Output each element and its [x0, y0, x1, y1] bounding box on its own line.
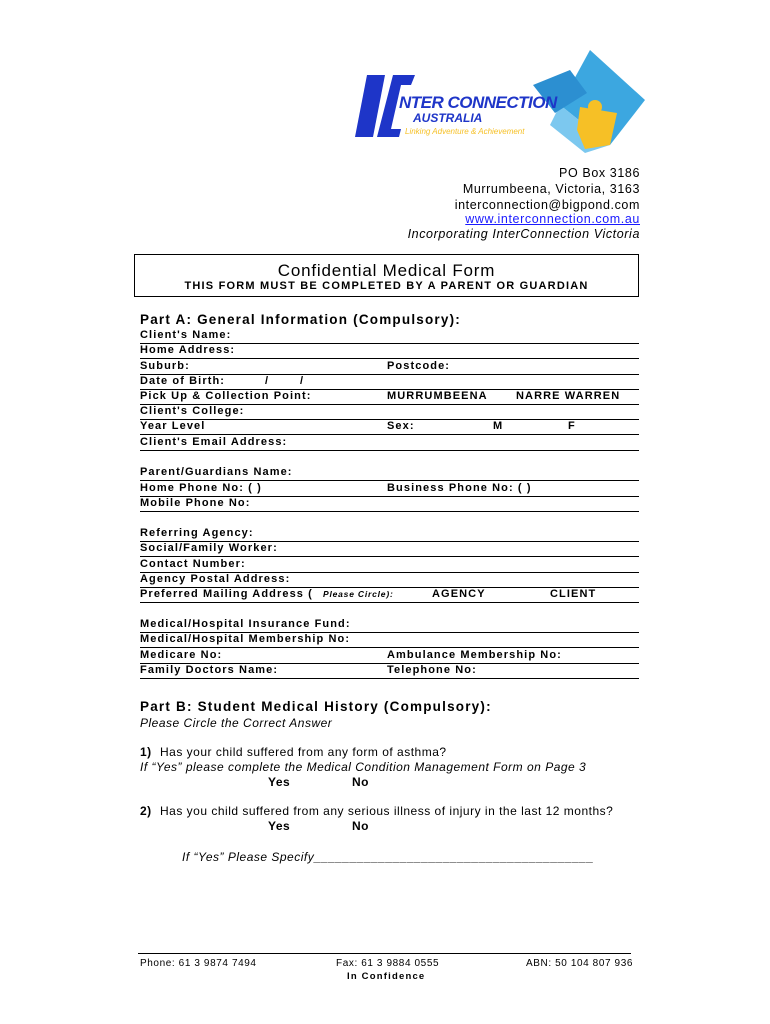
- footer-fax: Fax: 61 3 9884 0555: [336, 958, 440, 969]
- medicare-label: Medicare No:: [140, 649, 223, 661]
- pickup-option-murrumbeena[interactable]: MURRUMBEENA: [387, 390, 488, 402]
- q2-no-option[interactable]: No: [352, 819, 369, 833]
- doctor-label: Family Doctors Name:: [140, 664, 279, 676]
- po-box: PO Box 3186: [559, 166, 640, 180]
- part-b-heading: Part B: Student Medical History (Compulsory):: [140, 699, 492, 714]
- pickup-option-narre-warren[interactable]: NARRE WARREN: [516, 390, 621, 402]
- mailing-note: Please Circle):: [323, 589, 394, 599]
- home-address-label: Home Address:: [140, 344, 236, 356]
- agency-postal-label: Agency Postal Address:: [140, 573, 291, 585]
- q2-text: Has you child suffered from any serious illness of injury in the last 12 months?: [160, 804, 614, 818]
- footer-divider: [138, 953, 631, 954]
- college-row[interactable]: [140, 404, 639, 420]
- q1-number: 1): [140, 745, 152, 759]
- company-logo: [355, 45, 655, 153]
- postcode-label: Postcode:: [387, 360, 451, 372]
- suburb-line: Murrumbeena, Victoria, 3163: [462, 182, 640, 196]
- sex-option-m[interactable]: M: [493, 420, 504, 432]
- logo-tagline: Linking Adventure & Achievement: [405, 127, 525, 136]
- logo-line1: NTER CONNECTION: [399, 93, 557, 112]
- mailing-option-agency[interactable]: AGENCY: [432, 588, 486, 600]
- clients-name-row[interactable]: [140, 328, 639, 344]
- pickup-label: Pick Up & Collection Point:: [140, 390, 312, 402]
- social-worker-row[interactable]: [140, 541, 639, 557]
- dob-slash-1: /: [265, 375, 270, 387]
- email-row[interactable]: [140, 435, 639, 451]
- medicare-row[interactable]: [140, 648, 639, 664]
- referring-agency-row[interactable]: [140, 526, 639, 542]
- pickup-row[interactable]: [140, 389, 639, 405]
- form-subtitle: THIS FORM MUST BE COMPLETED BY A PARENT OR GUARDIAN: [184, 280, 589, 292]
- clients-name-label: Client's Name:: [140, 329, 232, 341]
- q2-yes-option[interactable]: Yes: [268, 819, 291, 833]
- membership-row[interactable]: [140, 632, 639, 648]
- form-title: Confidential Medical Form: [277, 261, 496, 280]
- phone-row[interactable]: [140, 481, 639, 497]
- sex-option-f[interactable]: F: [568, 420, 576, 432]
- q1-no-option[interactable]: No: [352, 775, 369, 789]
- doctor-row[interactable]: [140, 663, 639, 679]
- client-email-label: Client's Email Address:: [140, 436, 288, 448]
- membership-label: Medical/Hospital Membership No:: [140, 633, 351, 645]
- incorporating-note: Incorporating InterConnection Victoria: [407, 227, 640, 241]
- specify-field[interactable]: If “Yes” Please Specify_______________________________________: [182, 850, 594, 864]
- contact-number-label: Contact Number:: [140, 558, 246, 570]
- guardian-name-label: Parent/Guardians Name:: [140, 466, 293, 478]
- dob-label: Date of Birth:: [140, 375, 226, 387]
- suburb-row[interactable]: [140, 359, 639, 375]
- sex-label: Sex:: [387, 420, 415, 432]
- suburb-label: Suburb:: [140, 360, 190, 372]
- mailing-row[interactable]: [140, 587, 639, 603]
- footer-abn: ABN: 50 104 807 936: [526, 958, 634, 969]
- ambulance-label: Ambulance Membership No:: [387, 649, 562, 661]
- home-phone-label: Home Phone No: ( ): [140, 482, 262, 494]
- home-address-row[interactable]: [140, 343, 639, 359]
- q1-yes-option[interactable]: Yes: [268, 775, 291, 789]
- dob-row[interactable]: [140, 374, 639, 390]
- contact-number-row[interactable]: [140, 557, 639, 573]
- email-address: interconnection@bigpond.com: [454, 198, 640, 212]
- q2-number: 2): [140, 804, 152, 818]
- social-worker-label: Social/Family Worker:: [140, 542, 278, 554]
- footer-phone: Phone: 61 3 9874 7494: [140, 958, 257, 969]
- mailing-option-client[interactable]: CLIENT: [550, 588, 597, 600]
- logo-line2: AUSTRALIA: [413, 111, 483, 125]
- website-link[interactable]: www.interconnection.com.au: [465, 212, 640, 226]
- agency-postal-row[interactable]: [140, 572, 639, 588]
- year-level-row[interactable]: [140, 419, 639, 435]
- mailing-label: Preferred Mailing Address (: [140, 588, 313, 600]
- college-label: Client's College:: [140, 405, 245, 417]
- insurance-fund-row[interactable]: [140, 617, 639, 633]
- q1-note: If “Yes” please complete the Medical Condition Management Form on Page 3: [140, 760, 587, 774]
- referring-agency-label: Referring Agency:: [140, 527, 254, 539]
- insurance-fund-label: Medical/Hospital Insurance Fund:: [140, 618, 351, 630]
- dob-slash-2: /: [300, 375, 305, 387]
- q1-text: Has your child suffered from any form of asthma?: [160, 745, 447, 759]
- business-phone-label: Business Phone No: ( ): [387, 482, 532, 494]
- part-b-instruction: Please Circle the Correct Answer: [140, 716, 333, 730]
- year-level-label: Year Level: [140, 420, 206, 432]
- guardian-name-row[interactable]: [140, 465, 639, 481]
- telephone-label: Telephone No:: [387, 664, 477, 676]
- footer-confidence: In Confidence: [347, 971, 426, 982]
- mobile-label: Mobile Phone No:: [140, 497, 251, 509]
- title-box: [134, 254, 639, 297]
- part-a-heading: Part A: General Information (Compulsory):: [140, 312, 461, 327]
- mobile-row[interactable]: [140, 496, 639, 512]
